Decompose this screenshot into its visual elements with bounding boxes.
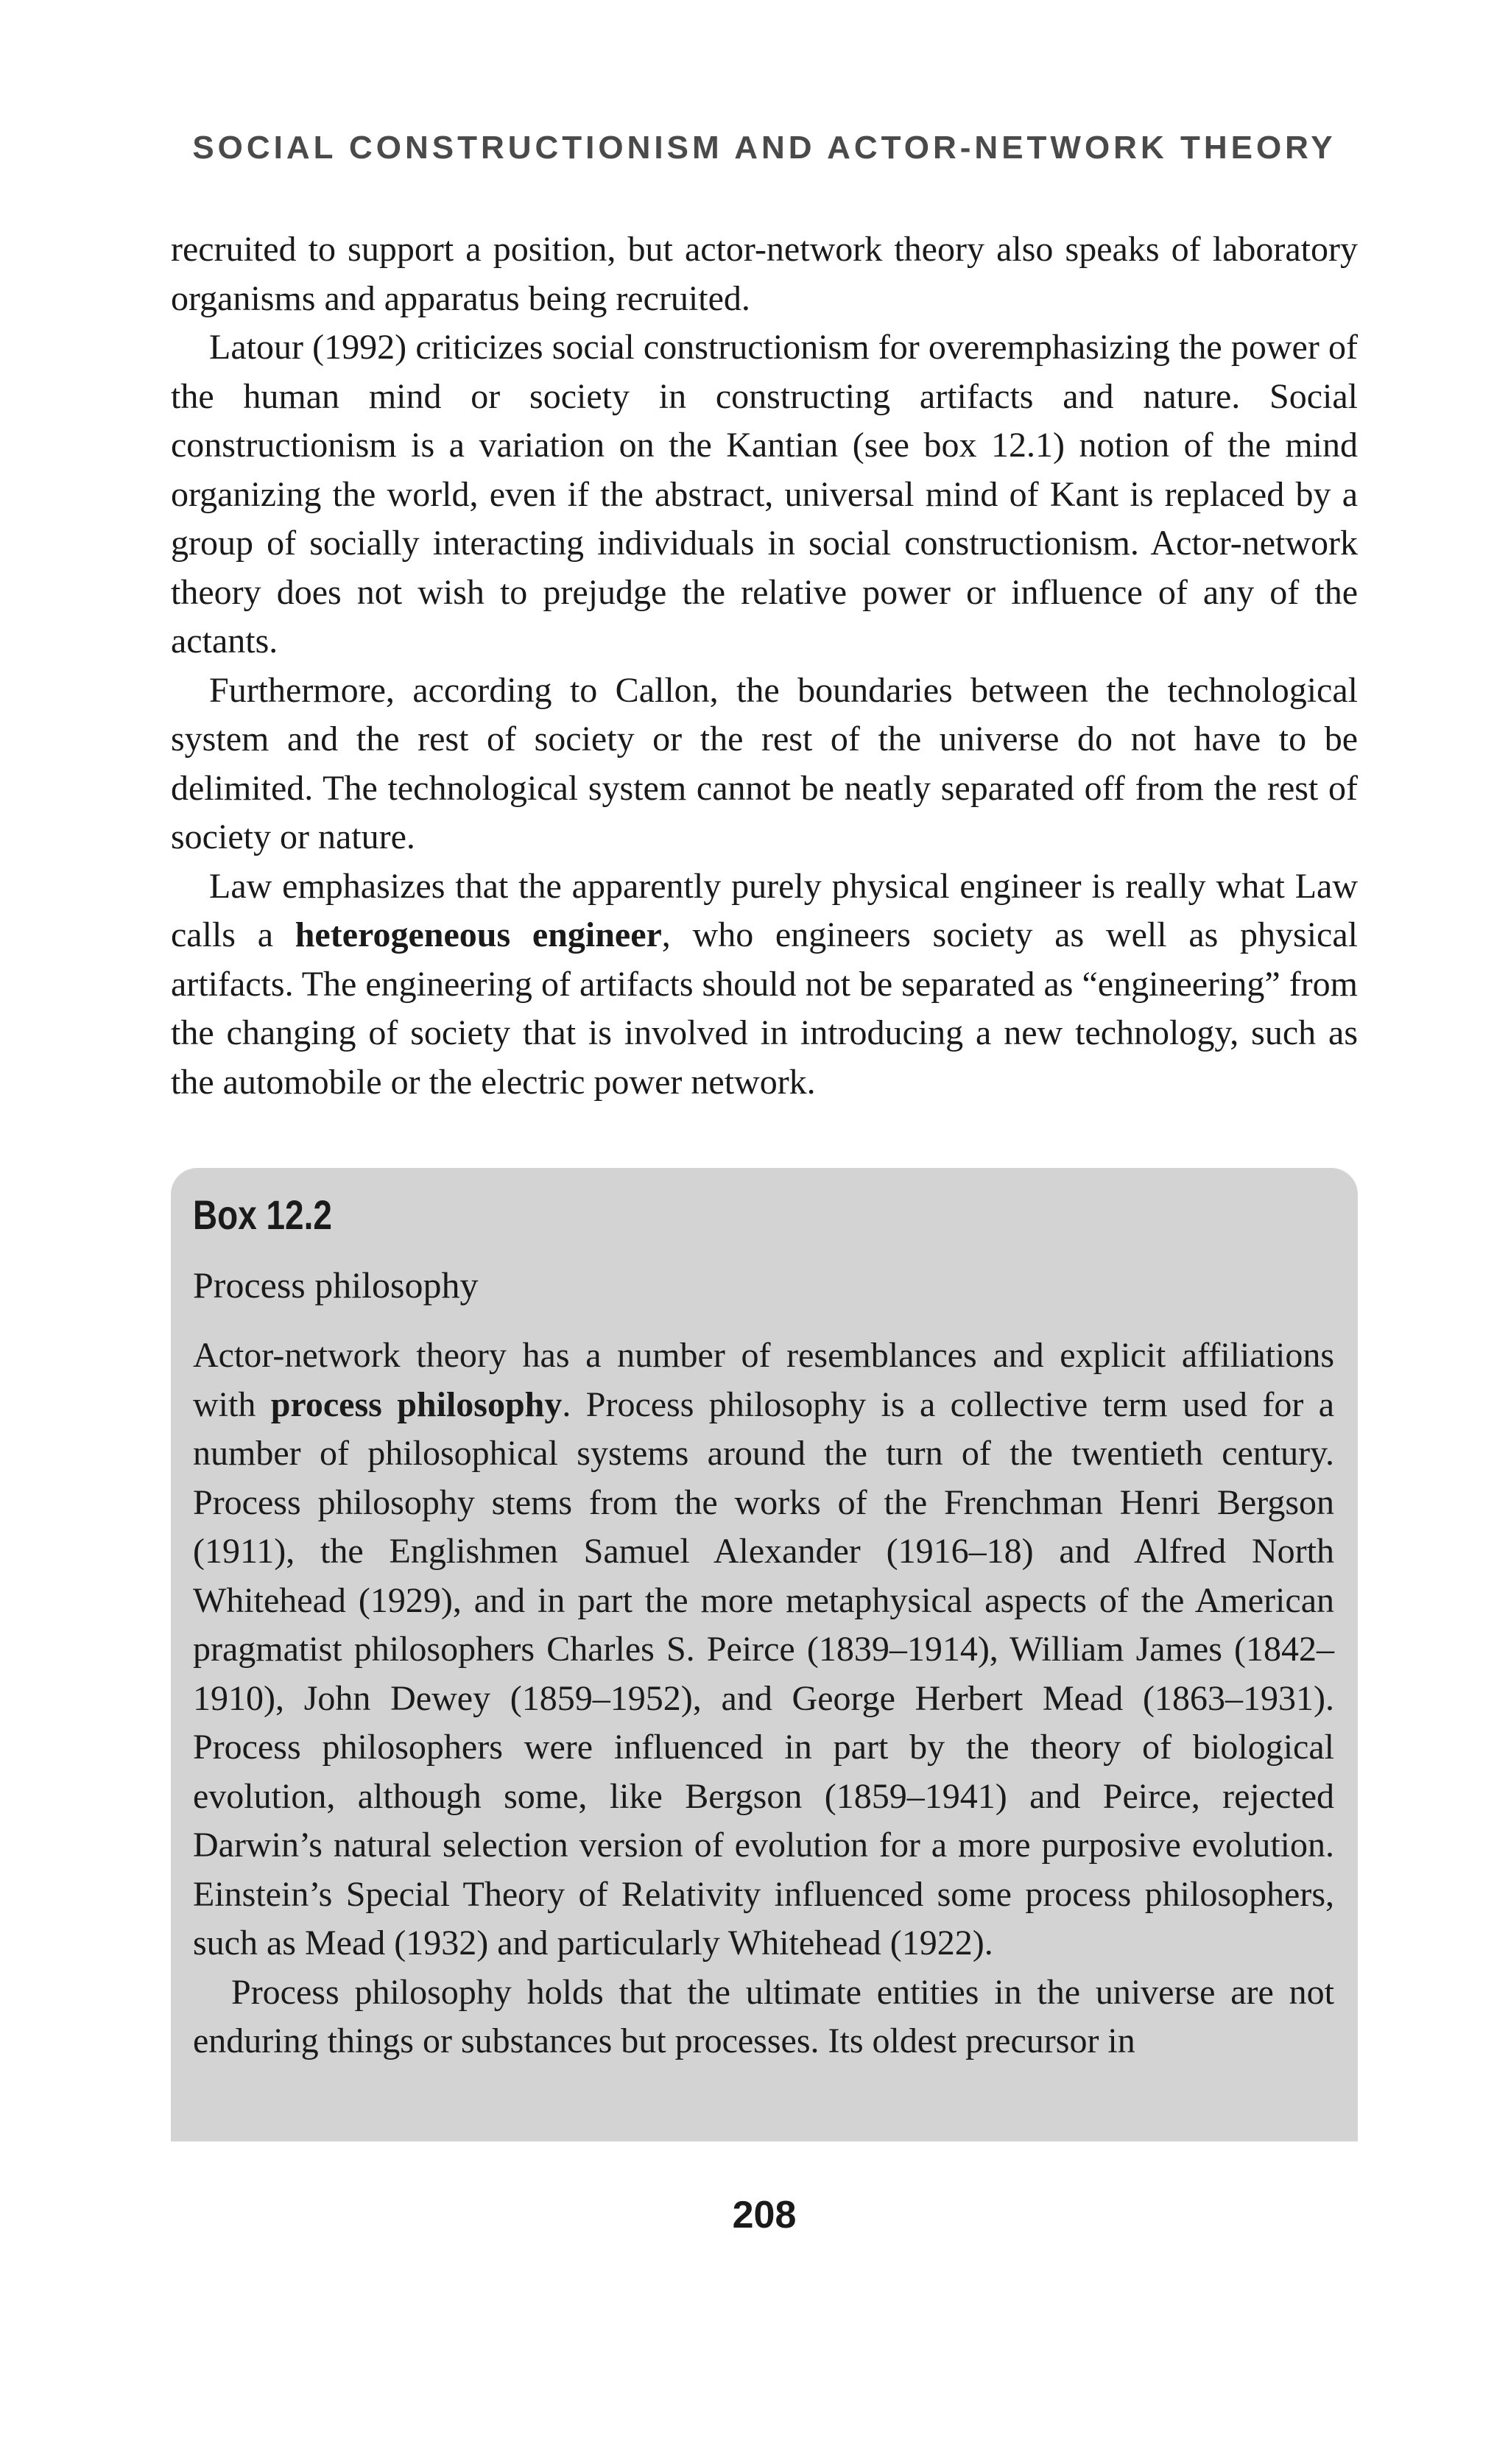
- box-paragraph-1-text-end: . Process philosophy is a collective term used for a number of philosophical systems around the turn of the twentieth century. Process philosophy stems from the works of the Frenchman Henri Bergson (1911), the Englishmen Samuel Alexander (1916–18) and Alfred North Whitehead (1929), and in part the more metaphysical aspects of the American pragmatist philosophers Charles S. Peirce (1839–1914), William James (1842–1910), John Dewey (1859–1952), and George Herbert Mead (1863–1931). Process philosophers were influenced in part by the theory of biological evolution, although some, like Bergson (1859–1941) and Peirce, rejected Darwin’s natural selection version of evolution for a more purposive evolution. Einstein’s Special Theory of Relativity influenced some process philosophers, such as Mead (1932) and particularly Whitehead (1922).: [193, 1384, 1335, 1963]
- box-paragraph-1: [193, 1331, 1334, 1968]
- paragraph-4-text-start: Law emphasizes that the apparently purely physical engineer is really what Law calls a: [171, 866, 1358, 954]
- paragraph-3: Furthermore, according to Callon, the boundaries between the technological system and the rest of society or the rest of the universe do not have to be delimited. The technological system cannot be neatly separated off from the rest of society or nature.: [171, 670, 1358, 856]
- paragraph-4: [171, 862, 1358, 1108]
- paragraph-4-text-end: , who engineers society as well as physical artifacts. The engineering of artifacts should not be separated as “engineering” from the changing of society that is involved in introducing a new technology, such as the automobile or the electric power network.: [171, 915, 1358, 1102]
- running-head: SOCIAL CONSTRUCTIONISM AND ACTOR-NETWORK THEORY: [192, 130, 1336, 166]
- box-label: Box 12.2: [193, 1191, 332, 1238]
- box-text: [193, 1331, 1334, 2066]
- box-title: Process philosophy: [193, 1264, 479, 1306]
- sidebar-box: [171, 1168, 1358, 2141]
- box-paragraph-1-text-start: Actor-network theory has a number of resemblances and explicit affiliations with: [193, 1336, 1334, 1424]
- main-text: [171, 225, 1358, 1107]
- paragraph-1: recruited to support a position, but actor-network theory also speaks of laboratory organisms and apparatus being recruited.: [171, 230, 1358, 318]
- box-paragraph-2: Process philosophy holds that the ultimate entities in the universe are not enduring things or substances but processes. Its oldest precursor in: [193, 1972, 1334, 2060]
- paragraph-2: Latour (1992) criticizes social constructionism for overemphasizing the power of the human mind or society in constructing artifacts and nature. Social constructionism is a variation on the Kantian (see box 12.1) notion of the mind organizing the world, even if the abstract, universal mind of Kant is replaced by a group of socially interacting individuals in social constructionism. Actor-network theory does not wish to prejudge the relative power or influence of any of the actants.: [171, 328, 1358, 661]
- term-process-philosophy: process philosophy: [270, 1384, 563, 1424]
- page-number: 208: [732, 2194, 797, 2236]
- term-heterogeneous-engineer: heterogeneous engineer: [295, 915, 662, 954]
